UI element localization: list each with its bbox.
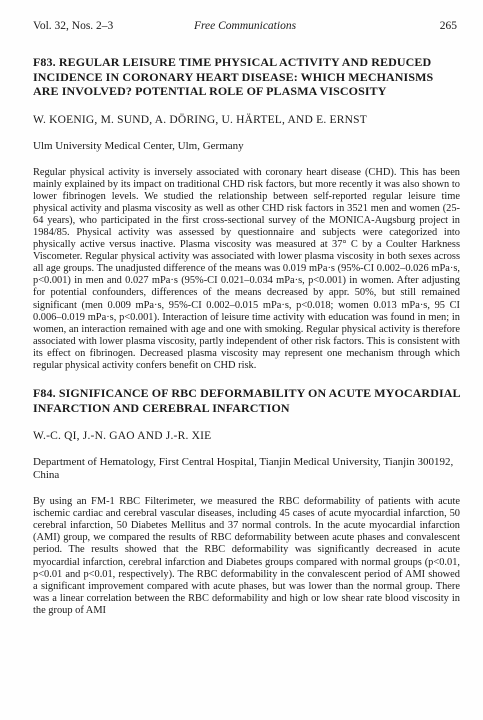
- article-affiliation: Department of Hematology, First Central Hospital, Tianjin Medical University, Tianjin 300192, China: [33, 456, 454, 482]
- volume-info: Vol. 32, Nos. 2–3: [33, 20, 114, 32]
- page-content: [33, 55, 460, 617]
- page-number: 265: [439, 20, 457, 32]
- running-header: [33, 20, 457, 36]
- article-authors: W. KOENIG, M. SUND, A. DÖRING, U. HÄRTEL, AND E. ERNST: [33, 113, 367, 126]
- article-f83: [33, 55, 460, 372]
- section-title: Free Communications: [193, 20, 297, 32]
- article-affiliation: Ulm University Medical Center, Ulm, Germany: [33, 139, 244, 152]
- article-abstract: By using an FM-1 RBC Filterimeter, we measured the RBC deformability of patients with acute ischemic cardiac and cerebral vascular diseases, including 45 cases of acute myocardial infarction, 50 cerebral infarction, 50 Diabetes Mellitus and 37 normal controls. In the acute myocardial infarction (AMI) group, we compared the results of RBC deformability between acute phases and convalescent period. The results showed that the RBC deformability was significantly decreased in acute myocardial infarction, cerebral infarction and Diabetes groups compared with normal groups (p<0.01, p<0.01 and p<0.01, respectively). The RBC deformability in the convalescent period of AMI showed a significant improvement compared with acute phases, but was lower than the normal group. There was a linear correlation between the RBC deformability and high or low shear rate blood viscosity in the group of AMI: [33, 496, 460, 616]
- article-title: F83. REGULAR LEISURE TIME PHYSICAL ACTIVITY AND REDUCED INCIDENCE IN CORONARY HEART DISEASE: WHICH MECHANISMS ARE INVOLVED? POTENTIAL ROLE OF PLASMA VISCOSITY: [33, 55, 434, 98]
- article-authors: W.-C. QI, J.-N. GAO AND J.-R. XIE: [33, 430, 212, 443]
- article-f84: [33, 386, 460, 617]
- article-title: F84. SIGNIFICANCE OF RBC DEFORMABILITY ON ACUTE MYOCARDIAL INFARCTION AND CEREBRAL INFARCTION: [33, 386, 460, 415]
- article-abstract: Regular physical activity is inversely associated with coronary heart disease (CHD). This has been mainly explained by its impact on traditional CHD risk factors, but more recently it was also shown to lower fibrinogen levels. We studied the relationship between self-reported regular leisure time physical activity and plasma viscosity as well as other CHD risk factors in 3521 men and women (25-64 years), who participated in the first cross-sectional survey of the MONICA-Augsburg project in 1984/85. Physical activity was assessed by questionnaire and subjects were categorized into physically active versus inactive. Plasma viscosity was measured at 37° C by a Coulter Harkness Viscometer. Regular physical activity was associated with lower plasma viscosity in both sexes across all age groups. The unadjusted difference of the means was 0.019 mPa·s (95%-CI 0.002–0.026 mPa·s, p<0.001) in men and 0.027 mPa·s (95%-CI 0.021–0.034 mPa·s, p<0.001) in women. After adjusting for potential confounders, differences of the means decreased by appr. 50%, but still remained significant (men 0.009 mPa·s, 95%-CI 0.002–0.015 mPa·s, p<0.018; women 0.013 mPa·s, 95 CI 0.006–0.019 mPa·s, p<0.001). Interaction of leisure time activity with education was found in men; in women, an interaction remained with age and one with smoking. Regular physical activity is therefore associated with lower plasma viscosity, partly independent of other risk factors. This is consistent with its effect on fibrinogen. Decreased plasma viscosity may represent one mechanism through which regular physical activity confers benefit on CHD risk.: [33, 166, 460, 371]
